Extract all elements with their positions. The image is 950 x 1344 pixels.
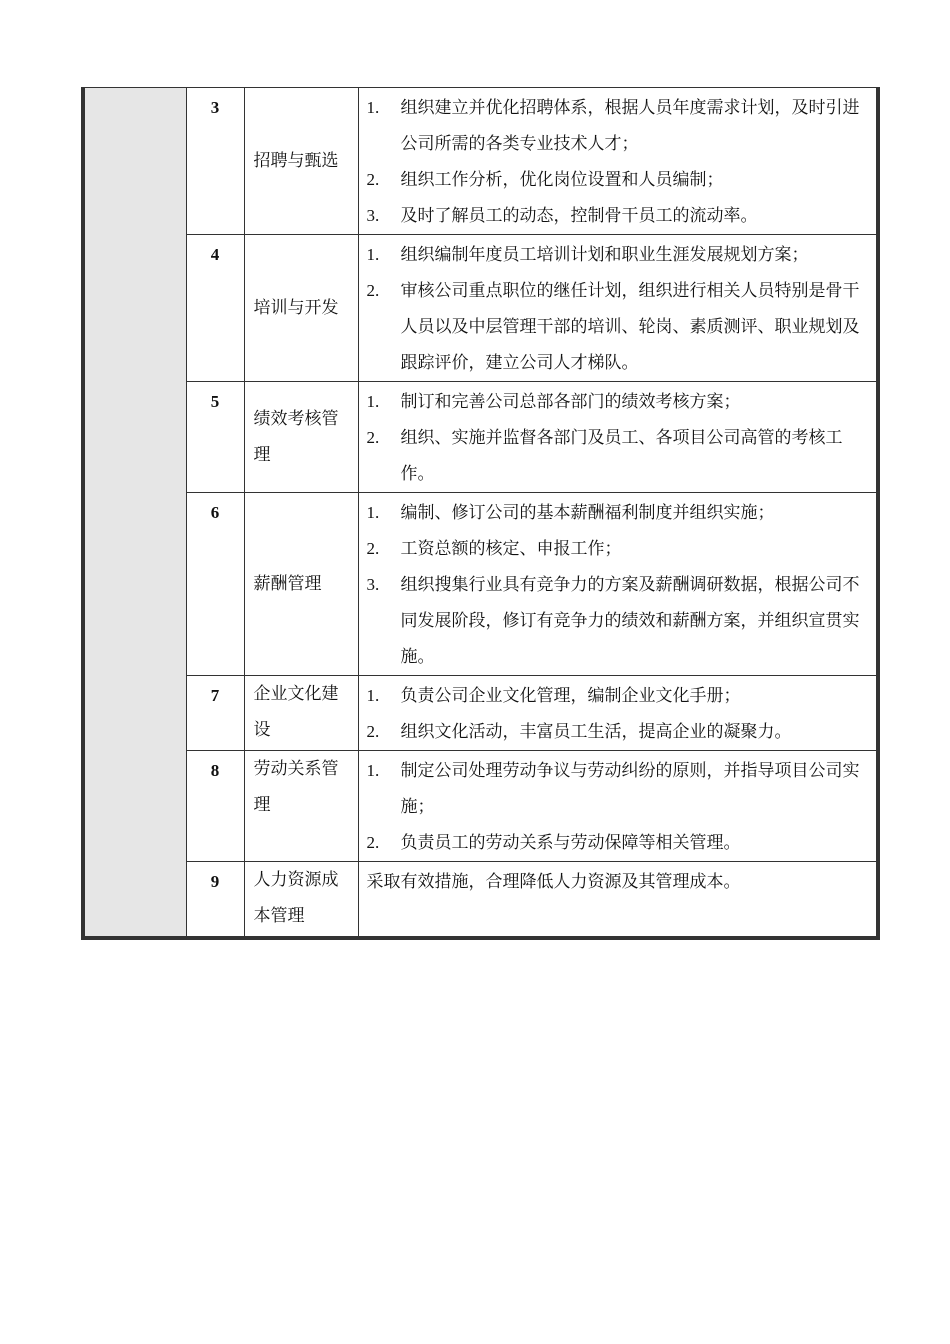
item-number: 1. [366, 392, 380, 411]
item-text: 组织、实施并监督各部门及员工、各项目公司高管的考核工作。 [400, 428, 843, 484]
row-number: 7 [186, 676, 244, 751]
duty-name: 绩效考核管理 [244, 382, 358, 493]
row-number: 8 [186, 751, 244, 862]
list-item [367, 753, 869, 825]
duties-table [81, 87, 880, 940]
list-item [367, 531, 869, 567]
list-item [367, 384, 869, 420]
item-number: 2. [366, 428, 380, 447]
category-column-cell [83, 88, 186, 938]
item-number: 2. [366, 833, 380, 852]
item-number: 1. [366, 686, 380, 705]
item-text: 组织文化活动，丰富员工生活，提高企业的凝聚力。 [400, 722, 792, 742]
table-row [83, 493, 878, 676]
item-number: 2. [366, 170, 380, 189]
duty-name: 企业文化建设 [244, 676, 358, 751]
row-number: 3 [186, 88, 244, 235]
duty-content [358, 493, 878, 676]
item-number: 2. [366, 539, 380, 558]
list-item [367, 237, 869, 273]
item-text: 制订和完善公司总部各部门的绩效考核方案； [400, 392, 741, 412]
row-number: 5 [186, 382, 244, 493]
item-number: 1. [366, 98, 380, 117]
list-item [367, 420, 869, 492]
item-text: 组织建立并优化招聘体系，根据人员年度需求计划，及时引进公司所需的各类专业技术人才； [400, 98, 860, 154]
list-item [367, 273, 869, 381]
item-text: 负责公司企业文化管理，编制企业文化手册； [400, 686, 741, 706]
item-number: 2. [366, 722, 380, 741]
list-item [367, 90, 869, 162]
item-number: 2. [366, 281, 380, 300]
table-row [83, 676, 878, 751]
item-number: 1. [366, 761, 380, 780]
list-item [367, 714, 869, 750]
table-row [83, 751, 878, 862]
row-number: 9 [186, 862, 244, 938]
duty-content [358, 88, 878, 235]
item-number: 1. [366, 245, 380, 264]
table-row [83, 382, 878, 493]
duty-content [358, 235, 878, 382]
duty-name: 人力资源成本管理 [244, 862, 358, 938]
item-text: 组织搜集行业具有竞争力的方案及薪酬调研数据，根据公司不同发展阶段，修订有竞争力的绩效和薪酬方案，并组织宣贯实施。 [400, 575, 860, 667]
duty-content [358, 676, 878, 751]
duty-name: 薪酬管理 [244, 493, 358, 676]
item-text: 及时了解员工的动态，控制骨干员工的流动率。 [400, 206, 758, 226]
list-item [367, 162, 869, 198]
duty-text: 采取有效措施，合理降低人力资源及其管理成本。 [366, 872, 741, 892]
table-row [83, 235, 878, 382]
item-text: 负责员工的劳动关系与劳动保障等相关管理。 [400, 833, 741, 853]
list-item [367, 678, 869, 714]
list-item [367, 567, 869, 675]
list-item [367, 825, 869, 861]
item-text: 组织工作分析，优化岗位设置和人员编制； [400, 170, 724, 190]
row-number: 4 [186, 235, 244, 382]
item-text: 组织编制年度员工培训计划和职业生涯发展规划方案； [400, 245, 809, 265]
duty-name: 招聘与甄选 [244, 88, 358, 235]
item-number: 3. [366, 206, 380, 225]
item-text: 审核公司重点职位的继任计划，组织进行相关人员特别是骨干人员以及中层管理干部的培训、轮岗、素质测评、职业规划及跟踪评价，建立公司人才梯队。 [400, 281, 860, 373]
table-row [83, 88, 878, 235]
item-text: 工资总额的核定、申报工作； [400, 539, 622, 559]
item-text: 编制、修订公司的基本薪酬福利制度并组织实施； [400, 503, 775, 523]
duty-content [358, 382, 878, 493]
item-number: 1. [366, 503, 380, 522]
item-number: 3. [366, 575, 380, 594]
list-item [367, 198, 869, 234]
table-row [83, 862, 878, 938]
item-text: 制定公司处理劳动争议与劳动纠纷的原则，并指导项目公司实施； [400, 761, 860, 817]
duty-content [358, 862, 878, 938]
list-item [367, 495, 869, 531]
duty-name: 培训与开发 [244, 235, 358, 382]
duties-table-wrapper [81, 87, 876, 932]
duty-name: 劳动关系管理 [244, 751, 358, 862]
duty-content [358, 751, 878, 862]
row-number: 6 [186, 493, 244, 676]
